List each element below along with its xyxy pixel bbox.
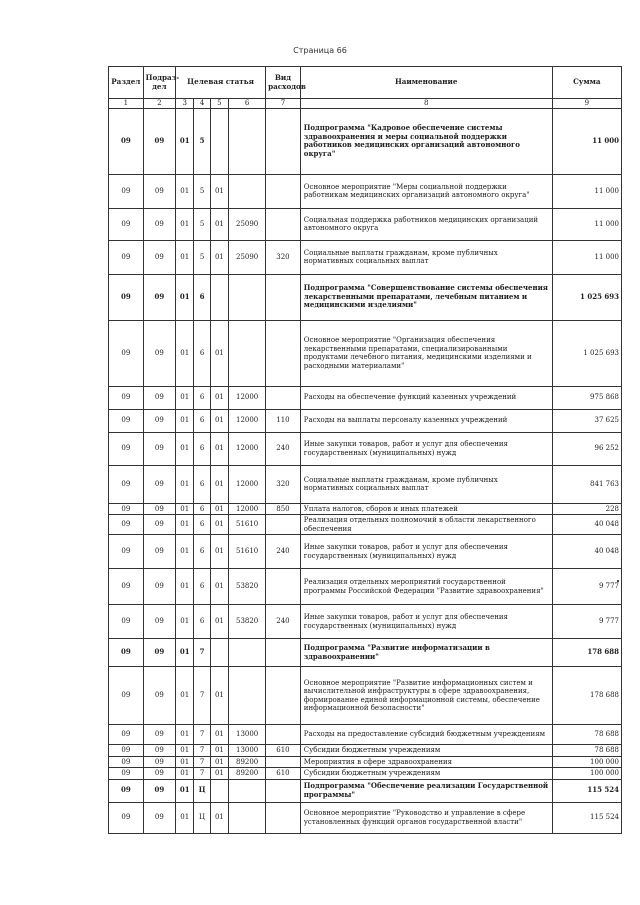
cell-target-event: 01 xyxy=(210,240,228,274)
cell-target-subprogram: 5 xyxy=(194,108,210,174)
cell-subsection: 09 xyxy=(143,174,175,208)
table-header-row xyxy=(109,67,622,99)
cell-target-subprogram: 6 xyxy=(194,515,210,535)
cell-name: Реализация отдельных мероприятий государственной программы Российской Федерации "Развитие здравоохранения" xyxy=(300,569,552,605)
column-number: 5 xyxy=(210,99,228,109)
cell-expense-type xyxy=(266,320,301,386)
page-header: Страница 66 xyxy=(293,46,347,55)
cell-target-program: 01 xyxy=(176,274,194,320)
table-row xyxy=(109,667,622,725)
cell-target-direction: 12000 xyxy=(229,465,266,503)
cell-target-event: 01 xyxy=(210,409,228,432)
cell-name: Субсидии бюджетным учреждениям xyxy=(300,768,552,780)
cell-expense-type xyxy=(266,274,301,320)
cell-name: Субсидии бюджетным учреждениям xyxy=(300,745,552,757)
cell-expense-type: 240 xyxy=(266,535,301,569)
cell-name: Расходы на выплаты персоналу казенных учреждений xyxy=(300,409,552,432)
cell-target-direction xyxy=(229,779,266,802)
cell-sum: 975 868 xyxy=(552,386,621,409)
cell-target-subprogram: Ц xyxy=(194,802,210,833)
cell-target-subprogram: Ц xyxy=(194,779,210,802)
table-row xyxy=(109,779,622,802)
cell-name: Основное мероприятие "Руководство и управление в сфере установленных функций органов государственной власти" xyxy=(300,802,552,833)
cell-sum: 11 000 xyxy=(552,240,621,274)
column-number: 2 xyxy=(143,99,175,109)
cell-target-program: 01 xyxy=(176,208,194,240)
cell-target-subprogram: 6 xyxy=(194,274,210,320)
cell-sum: 1 025 693 xyxy=(552,320,621,386)
table-row xyxy=(109,274,622,320)
cell-target-subprogram: 6 xyxy=(194,605,210,639)
cell-sum: 841 763 xyxy=(552,465,621,503)
cell-name: Основное мероприятие "Развитие информационных систем и вычислительной инфраструктуры в сфере здравоохранения, формирование единой информационной системы, обеспечение информационной безопасности" xyxy=(300,667,552,725)
cell-expense-type: 320 xyxy=(266,240,301,274)
cell-sum: 115 524 xyxy=(552,802,621,833)
cell-sum: 100 000 xyxy=(552,756,621,768)
cell-target-program: 01 xyxy=(176,174,194,208)
cell-target-event: 01 xyxy=(210,386,228,409)
cell-target-event: 01 xyxy=(210,667,228,725)
cell-section: 09 xyxy=(109,174,144,208)
cell-section: 09 xyxy=(109,386,144,409)
cell-section: 09 xyxy=(109,320,144,386)
cell-target-direction xyxy=(229,174,266,208)
cell-sum: 96 252 xyxy=(552,432,621,465)
cell-subsection: 09 xyxy=(143,535,175,569)
cell-section: 09 xyxy=(109,465,144,503)
cell-target-event: 01 xyxy=(210,802,228,833)
cell-target-direction: 53820 xyxy=(229,605,266,639)
table-row xyxy=(109,802,622,833)
cell-target-subprogram: 7 xyxy=(194,756,210,768)
cell-target-subprogram: 6 xyxy=(194,465,210,503)
cell-expense-type: 320 xyxy=(266,465,301,503)
cell-name: Иные закупки товаров, работ и услуг для обеспечения государственных (муниципальных) нужд xyxy=(300,432,552,465)
cell-section: 09 xyxy=(109,409,144,432)
cell-target-program: 01 xyxy=(176,386,194,409)
cell-target-subprogram: 7 xyxy=(194,639,210,667)
cell-target-direction: 12000 xyxy=(229,503,266,515)
cell-target-program: 01 xyxy=(176,569,194,605)
cell-target-program: 01 xyxy=(176,515,194,535)
cell-target-program: 01 xyxy=(176,503,194,515)
table-row xyxy=(109,503,622,515)
cell-target-program: 01 xyxy=(176,465,194,503)
cell-target-event: 01 xyxy=(210,503,228,515)
cell-target-direction: 12000 xyxy=(229,409,266,432)
cell-subsection: 09 xyxy=(143,503,175,515)
column-number: 4 xyxy=(194,99,210,109)
cell-name: Социальные выплаты гражданам, кроме публичных нормативных социальных выплат xyxy=(300,465,552,503)
cell-expense-type xyxy=(266,386,301,409)
cell-subsection: 09 xyxy=(143,409,175,432)
cell-target-program: 01 xyxy=(176,535,194,569)
cell-sum: 9 777 xyxy=(552,605,621,639)
cell-target-event xyxy=(210,639,228,667)
cell-target-direction xyxy=(229,320,266,386)
table-row xyxy=(109,432,622,465)
cell-sum: 178 688 xyxy=(552,667,621,725)
cell-target-program: 01 xyxy=(176,409,194,432)
cell-target-direction: 89200 xyxy=(229,756,266,768)
cell-sum: 11 000 xyxy=(552,208,621,240)
cell-section: 09 xyxy=(109,725,144,745)
table-row xyxy=(109,208,622,240)
table-row xyxy=(109,756,622,768)
cell-target-program: 01 xyxy=(176,756,194,768)
cell-target-subprogram: 6 xyxy=(194,503,210,515)
table-row xyxy=(109,605,622,639)
cell-name: Подпрограмма "Развитие информатизации в здравоохранении" xyxy=(300,639,552,667)
cell-expense-type xyxy=(266,108,301,174)
cell-sum: 40 048 xyxy=(552,515,621,535)
column-number: 3 xyxy=(176,99,194,109)
cell-target-subprogram: 6 xyxy=(194,409,210,432)
cell-target-subprogram: 7 xyxy=(194,667,210,725)
cell-section: 09 xyxy=(109,208,144,240)
cell-subsection: 09 xyxy=(143,756,175,768)
cell-name: Расходы на предоставление субсидий бюджетным учреждениям xyxy=(300,725,552,745)
cell-target-program: 01 xyxy=(176,725,194,745)
cell-section: 09 xyxy=(109,432,144,465)
cell-section: 09 xyxy=(109,745,144,757)
cell-name: Подпрограмма "Кадровое обеспечение системы здравоохранения и меры социальной поддержки работников медицинских организаций автономного округа" xyxy=(300,108,552,174)
cell-subsection: 09 xyxy=(143,432,175,465)
cell-sum: 78 688 xyxy=(552,725,621,745)
column-number: 6 xyxy=(229,99,266,109)
cell-target-program: 01 xyxy=(176,779,194,802)
cell-target-direction: 89200 xyxy=(229,768,266,780)
cell-target-subprogram: 6 xyxy=(194,535,210,569)
cell-sum: 100 000 xyxy=(552,768,621,780)
cell-subsection: 09 xyxy=(143,320,175,386)
cell-subsection: 09 xyxy=(143,768,175,780)
cell-target-subprogram: 5 xyxy=(194,208,210,240)
header-expense-type: Вид расходов xyxy=(266,67,301,99)
cell-target-subprogram: 6 xyxy=(194,320,210,386)
cell-target-direction: 13000 xyxy=(229,745,266,757)
cell-name: Подпрограмма "Обеспечение реализации Государственной программы" xyxy=(300,779,552,802)
cell-sum: 9 777 xyxy=(552,569,621,605)
cell-target-event: 01 xyxy=(210,320,228,386)
table-row xyxy=(109,725,622,745)
table-row xyxy=(109,535,622,569)
cell-name: Подпрограмма "Совершенствование системы обеспечения лекарственными препаратами, лечебным питанием и медицинскими изделиями" xyxy=(300,274,552,320)
cell-expense-type xyxy=(266,756,301,768)
scan-mark xyxy=(617,580,619,582)
cell-target-subprogram: 5 xyxy=(194,240,210,274)
table-row xyxy=(109,745,622,757)
column-number: 9 xyxy=(552,99,621,109)
cell-name: Основное мероприятие "Меры социальной поддержки работникам медицинских организаций автономного округа" xyxy=(300,174,552,208)
cell-subsection: 09 xyxy=(143,605,175,639)
cell-target-event: 01 xyxy=(210,605,228,639)
cell-name: Социальные выплаты гражданам, кроме публичных нормативных социальных выплат xyxy=(300,240,552,274)
cell-target-event: 01 xyxy=(210,569,228,605)
table-row xyxy=(109,174,622,208)
cell-target-program: 01 xyxy=(176,639,194,667)
cell-expense-type xyxy=(266,667,301,725)
cell-sum: 37 625 xyxy=(552,409,621,432)
cell-target-program: 01 xyxy=(176,667,194,725)
column-number: 7 xyxy=(266,99,301,109)
cell-expense-type: 240 xyxy=(266,432,301,465)
cell-section: 09 xyxy=(109,779,144,802)
table-row xyxy=(109,768,622,780)
cell-name: Основное мероприятие "Организация обеспечения лекарственными препаратами, специализированными продуктами лечебного питания, медицинскими изделиями и расходными материалами" xyxy=(300,320,552,386)
cell-subsection: 09 xyxy=(143,569,175,605)
cell-target-direction: 25090 xyxy=(229,208,266,240)
cell-subsection: 09 xyxy=(143,240,175,274)
cell-target-program: 01 xyxy=(176,240,194,274)
cell-subsection: 09 xyxy=(143,779,175,802)
cell-name: Иные закупки товаров, работ и услуг для обеспечения государственных (муниципальных) нужд xyxy=(300,605,552,639)
cell-target-event: 01 xyxy=(210,725,228,745)
cell-subsection: 09 xyxy=(143,667,175,725)
cell-section: 09 xyxy=(109,274,144,320)
cell-section: 09 xyxy=(109,515,144,535)
cell-target-direction xyxy=(229,274,266,320)
cell-target-direction: 51610 xyxy=(229,515,266,535)
table-row xyxy=(109,240,622,274)
table-row xyxy=(109,108,622,174)
cell-sum: 228 xyxy=(552,503,621,515)
cell-target-event: 01 xyxy=(210,208,228,240)
cell-sum: 40 048 xyxy=(552,535,621,569)
cell-target-direction xyxy=(229,108,266,174)
cell-name: Социальная поддержка работников медицинских организаций автономного округа xyxy=(300,208,552,240)
cell-target-direction xyxy=(229,802,266,833)
cell-target-event: 01 xyxy=(210,768,228,780)
cell-expense-type xyxy=(266,802,301,833)
table-row xyxy=(109,320,622,386)
cell-target-event xyxy=(210,274,228,320)
cell-expense-type: 110 xyxy=(266,409,301,432)
cell-section: 09 xyxy=(109,756,144,768)
cell-sum: 1 025 693 xyxy=(552,274,621,320)
cell-target-event xyxy=(210,779,228,802)
cell-target-event: 01 xyxy=(210,515,228,535)
cell-section: 09 xyxy=(109,569,144,605)
cell-expense-type: 610 xyxy=(266,745,301,757)
cell-expense-type xyxy=(266,208,301,240)
header-name: Наименование xyxy=(300,67,552,99)
cell-target-direction xyxy=(229,639,266,667)
budget-table xyxy=(108,66,622,834)
cell-target-direction: 13000 xyxy=(229,725,266,745)
cell-section: 09 xyxy=(109,535,144,569)
cell-sum: 115 524 xyxy=(552,779,621,802)
column-number: 8 xyxy=(300,99,552,109)
cell-sum: 11 000 xyxy=(552,174,621,208)
cell-target-direction: 51610 xyxy=(229,535,266,569)
cell-expense-type: 240 xyxy=(266,605,301,639)
cell-expense-type xyxy=(266,569,301,605)
cell-target-direction: 12000 xyxy=(229,432,266,465)
cell-target-program: 01 xyxy=(176,320,194,386)
cell-subsection: 09 xyxy=(143,639,175,667)
cell-section: 09 xyxy=(109,802,144,833)
cell-target-event: 01 xyxy=(210,174,228,208)
table-row xyxy=(109,515,622,535)
cell-target-event: 01 xyxy=(210,465,228,503)
cell-section: 09 xyxy=(109,605,144,639)
cell-name: Расходы на обеспечение функций казенных учреждений xyxy=(300,386,552,409)
cell-target-subprogram: 7 xyxy=(194,725,210,745)
cell-name: Реализация отдельных полномочий в области лекарственного обеспечения xyxy=(300,515,552,535)
cell-subsection: 09 xyxy=(143,515,175,535)
header-section: Раздел xyxy=(109,67,144,99)
table-row xyxy=(109,465,622,503)
table-row xyxy=(109,639,622,667)
cell-section: 09 xyxy=(109,768,144,780)
cell-expense-type xyxy=(266,639,301,667)
cell-sum: 78 688 xyxy=(552,745,621,757)
cell-section: 09 xyxy=(109,667,144,725)
cell-target-event xyxy=(210,108,228,174)
cell-section: 09 xyxy=(109,108,144,174)
cell-target-program: 01 xyxy=(176,432,194,465)
table-row xyxy=(109,386,622,409)
cell-target-event: 01 xyxy=(210,745,228,757)
cell-target-subprogram: 6 xyxy=(194,386,210,409)
cell-target-event: 01 xyxy=(210,756,228,768)
cell-subsection: 09 xyxy=(143,208,175,240)
cell-expense-type xyxy=(266,779,301,802)
cell-target-program: 01 xyxy=(176,108,194,174)
cell-section: 09 xyxy=(109,639,144,667)
table-row xyxy=(109,569,622,605)
cell-target-event: 01 xyxy=(210,432,228,465)
cell-target-subprogram: 6 xyxy=(194,432,210,465)
cell-target-direction: 53820 xyxy=(229,569,266,605)
cell-expense-type xyxy=(266,725,301,745)
table-body xyxy=(109,108,622,833)
cell-sum: 178 688 xyxy=(552,639,621,667)
cell-target-direction xyxy=(229,667,266,725)
cell-expense-type: 850 xyxy=(266,503,301,515)
cell-target-direction: 25090 xyxy=(229,240,266,274)
cell-subsection: 09 xyxy=(143,465,175,503)
header-subsection: Подраз-дел xyxy=(143,67,175,99)
column-number: 1 xyxy=(109,99,144,109)
cell-name: Уплата налогов, сборов и иных платежей xyxy=(300,503,552,515)
cell-target-subprogram: 7 xyxy=(194,768,210,780)
cell-target-program: 01 xyxy=(176,605,194,639)
cell-expense-type: 610 xyxy=(266,768,301,780)
cell-section: 09 xyxy=(109,240,144,274)
cell-subsection: 09 xyxy=(143,745,175,757)
cell-name: Мероприятия в сфере здравоохранения xyxy=(300,756,552,768)
cell-target-program: 01 xyxy=(176,802,194,833)
cell-target-program: 01 xyxy=(176,745,194,757)
cell-expense-type xyxy=(266,174,301,208)
table-row xyxy=(109,409,622,432)
cell-subsection: 09 xyxy=(143,386,175,409)
cell-target-subprogram: 7 xyxy=(194,745,210,757)
column-number-row xyxy=(109,99,622,109)
header-target-article: Целевая статья xyxy=(176,67,266,99)
cell-target-subprogram: 6 xyxy=(194,569,210,605)
cell-target-subprogram: 5 xyxy=(194,174,210,208)
cell-subsection: 09 xyxy=(143,802,175,833)
cell-target-event: 01 xyxy=(210,535,228,569)
cell-target-program: 01 xyxy=(176,768,194,780)
cell-expense-type xyxy=(266,515,301,535)
cell-subsection: 09 xyxy=(143,108,175,174)
header-sum: Сумма xyxy=(552,67,621,99)
cell-subsection: 09 xyxy=(143,725,175,745)
cell-target-direction: 12000 xyxy=(229,386,266,409)
cell-name: Иные закупки товаров, работ и услуг для обеспечения государственных (муниципальных) нужд xyxy=(300,535,552,569)
cell-sum: 11 000 xyxy=(552,108,621,174)
cell-subsection: 09 xyxy=(143,274,175,320)
cell-section: 09 xyxy=(109,503,144,515)
